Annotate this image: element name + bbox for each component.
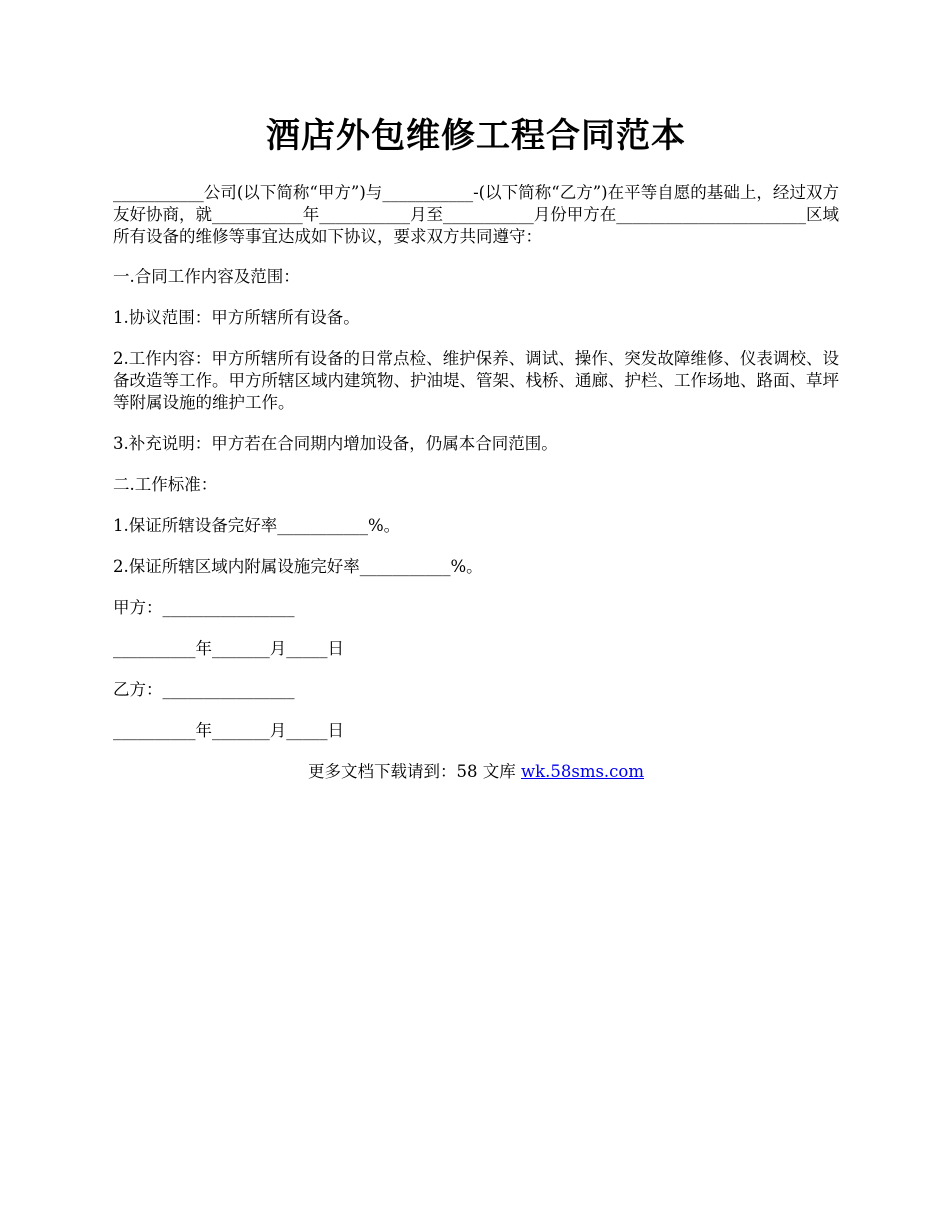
section2-item2: 2.保证所辖区域内附属设施完好率___________%。 (113, 557, 483, 576)
section2-item1: 1.保证所辖设备完好率___________%。 (113, 516, 401, 535)
section1-item3: 3.补充说明：甲方若在合同期内增加设备，仍属本合同范围。 (113, 434, 558, 453)
party-b-date: __________年_______月_____日 (113, 721, 344, 740)
document-page (113, 112, 839, 783)
footer-text: 更多文档下载请到：58 文库 (307, 762, 521, 781)
section2-heading: 二.工作标准： (113, 475, 218, 494)
footer-note (113, 761, 839, 783)
party-b-signature: 乙方：________________ (113, 680, 295, 699)
section1-item1: 1.协议范围：甲方所辖所有设备。 (113, 308, 360, 327)
footer-link[interactable]: wk.58sms.com (520, 762, 644, 781)
document-title: 酒店外包维修工程合同范本 (266, 116, 686, 156)
section1-item2: 2.工作内容：甲方所辖所有设备的日常点检、维护保养、调试、操作、突发故障维修、仪表调校、设备改造等工作。甲方所辖区域内建筑物、护油堤、管架、栈桥、通廊、护栏、工作场地、路面、草坪等附属设施的维护工作。 (113, 349, 839, 412)
section1-heading: 一.合同工作内容及范围： (113, 267, 300, 286)
party-a-signature: 甲方：________________ (113, 598, 295, 617)
intro-paragraph: ___________公司(以下简称“甲方”)与___________-(以下简称“乙方”)在平等自愿的基础上，经过双方友好协商，就___________年___________月至___________月份甲方在_______________________区域所有设备的维修等事宜达成如下协议，要求双方共同遵守： (113, 183, 839, 246)
party-a-date: __________年_______月_____日 (113, 639, 344, 658)
